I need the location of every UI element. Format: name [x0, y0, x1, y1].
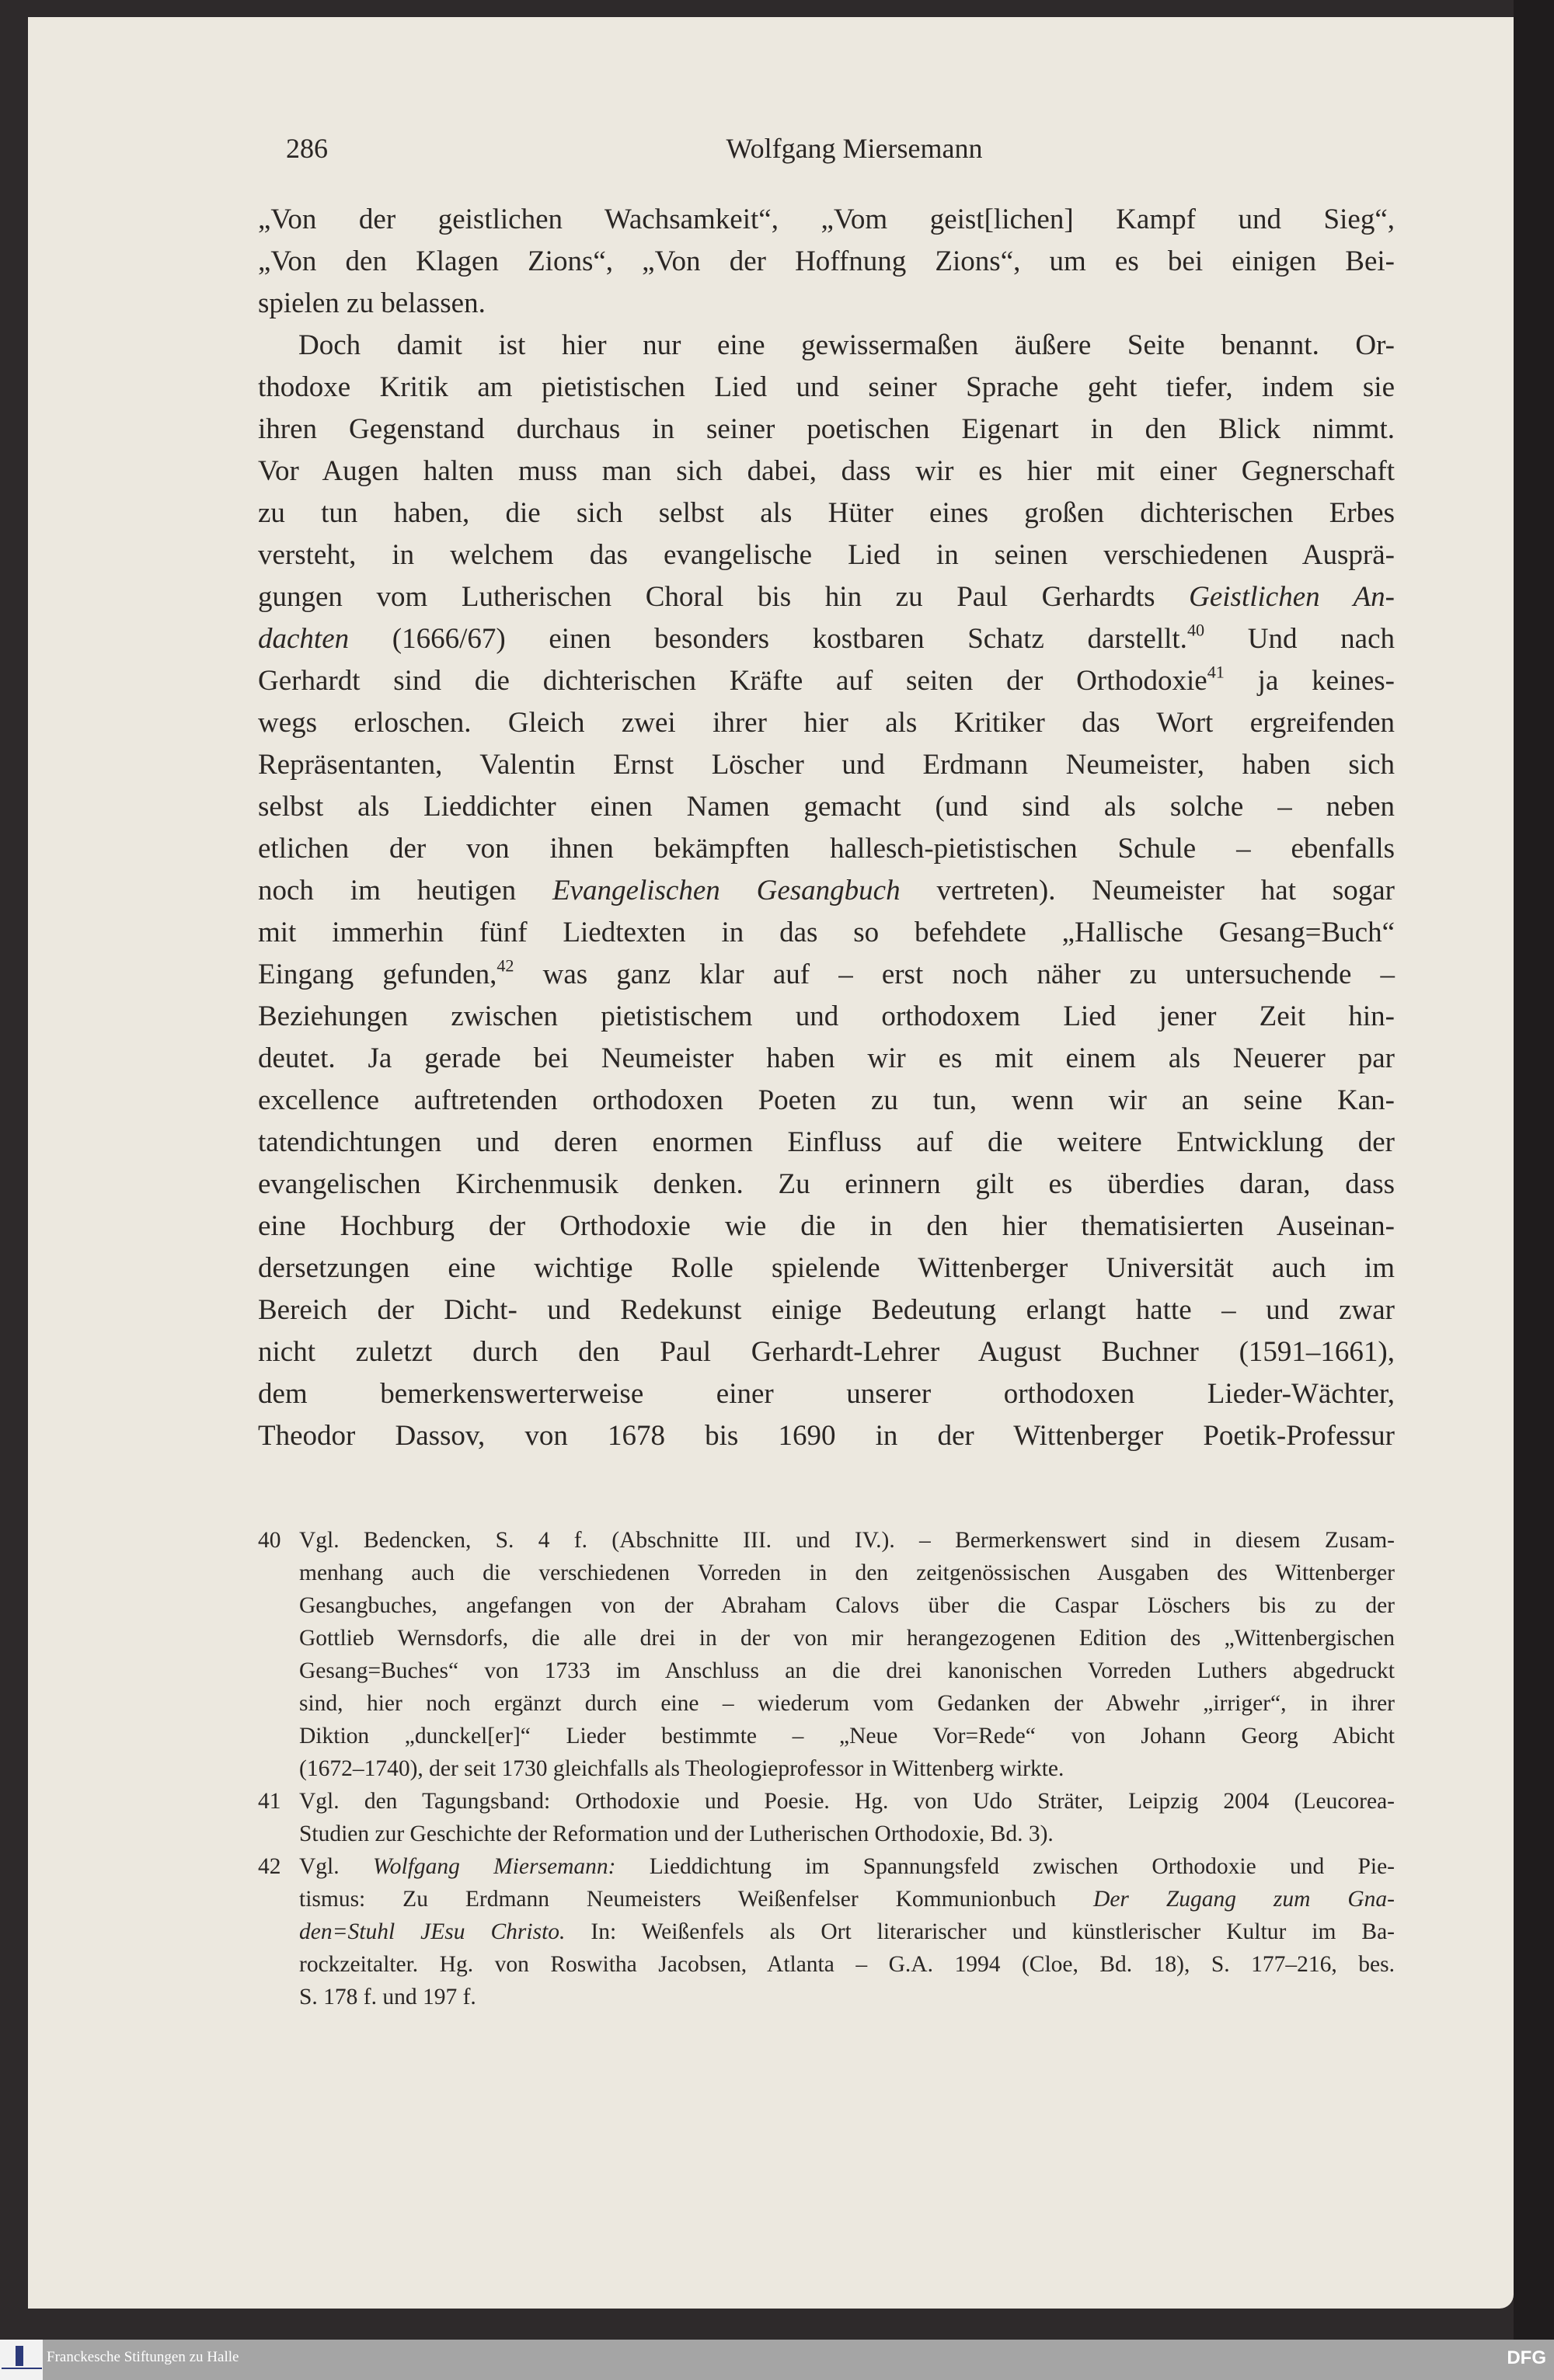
text-segment: Vor Augen halten muss man sich dabei, dass wir es hier mit einer Gegnerschaft — [258, 455, 1395, 487]
text-segment: thodoxe Kritik am pietistischen Lied und seiner Sprache geht tiefer, indem sie — [258, 371, 1395, 403]
body-line — [258, 1206, 1395, 1247]
body-line — [258, 1080, 1395, 1122]
footnote-reference[interactable]: 41 — [1207, 662, 1225, 682]
text-segment: was ganz klar auf – erst noch näher zu untersuchende – — [514, 959, 1395, 990]
text-segment: mit immerhin fünf Liedtexten in das so befehdete „Hallische Gesang=Buch“ — [258, 917, 1395, 948]
body-line — [258, 1164, 1395, 1206]
body-line — [258, 912, 1395, 954]
footnote-reference[interactable]: 42 — [497, 955, 514, 976]
text-segment: selbst als Lieddichter einen Namen gemacht (und sind als solche – neben — [258, 791, 1395, 823]
text-segment: tismus: Zu Erdmann Neumeisters Weißenfelser Kommunionbuch — [299, 1887, 1094, 1912]
italic-text: Wolfgang Miersemann: — [372, 1854, 616, 1879]
body-line — [258, 409, 1395, 451]
text-segment: versteht, in welchem das evangelische Lied in seinen verschiedenen Ausprä- — [258, 539, 1395, 571]
footnote-line — [258, 1655, 1395, 1687]
text-segment: Theodor Dassov, von 1678 bis 1690 in der Wittenberger Poetik-Professur — [258, 1420, 1395, 1452]
footer-bar — [0, 2340, 1554, 2380]
footnote-reference[interactable]: 40 — [1186, 620, 1205, 640]
text-segment: (1672–1740), der seit 1730 gleichfalls als Theologieprofessor in Wittenberg wirkte. — [299, 1756, 1064, 1781]
italic-text: dachten — [258, 623, 350, 655]
footnote-line — [258, 1589, 1395, 1622]
body-line — [258, 1415, 1395, 1457]
footnote-line — [258, 1883, 1395, 1915]
footnote-number: 41 — [258, 1789, 281, 1814]
text-segment: Diktion „dunckel[er]“ Lieder bestimmte – „Neue Vor=Rede“ von Johann Georg Abicht — [299, 1724, 1395, 1748]
text-segment: (1666/67) einen besonders kostbaren Schatz darstellt. — [349, 623, 1187, 655]
franckesche-stiftungen-logo-icon — [0, 2340, 43, 2380]
dfg-logo: DFG — [1507, 2347, 1546, 2368]
body-line — [258, 1289, 1395, 1331]
text-segment: sind, hier noch ergänzt durch eine – wiederum vom Gedanken der Abwehr „irriger“, in ihrer — [299, 1691, 1395, 1716]
body-line — [258, 1247, 1395, 1289]
body-line — [258, 870, 1395, 912]
text-segment: zu tun haben, die sich selbst als Hüter eines großen dichterischen Erbes — [258, 497, 1395, 529]
text-segment: S. 178 f. und 197 f. — [299, 1985, 476, 2009]
text-segment: Studien zur Geschichte der Reformation und der Lutherischen Orthodoxie, Bd. 3). — [299, 1822, 1054, 1846]
footnote-number: 40 — [258, 1528, 281, 1553]
body-line — [258, 786, 1395, 828]
text-segment: gungen vom Lutherischen Choral bis hin zu Paul Gerhardts — [258, 581, 1190, 613]
text-segment: „Von der geistlichen Wachsamkeit“, „Vom geist[lichen] Kampf und Sieg“, — [258, 204, 1395, 235]
italic-text: den=Stuhl JEsu Christo. — [299, 1919, 566, 1944]
footnotes — [258, 1524, 1395, 2013]
body-line — [258, 241, 1395, 283]
body-line — [258, 996, 1395, 1038]
text-segment: noch im heutigen — [258, 875, 552, 906]
footnote-line — [258, 1687, 1395, 1720]
text-segment: Vgl. den Tagungsband: Orthodoxie und Poesie. Hg. von Udo Sträter, Leipzig 2004 (Leucorea- — [299, 1789, 1395, 1814]
body-line — [258, 199, 1395, 241]
body-line — [258, 660, 1395, 702]
body-line — [258, 1373, 1395, 1415]
italic-text: Geistlichen An- — [1189, 581, 1395, 613]
footnote-line — [258, 1524, 1395, 1557]
text-segment: nicht zuletzt durch den Paul Gerhardt-Lehrer August Buchner (1591–1661), — [258, 1336, 1395, 1368]
text-segment: Repräsentanten, Valentin Ernst Löscher und Erdmann Neumeister, haben sich — [258, 749, 1395, 781]
body-line — [258, 325, 1395, 367]
text-segment: Beziehungen zwischen pietistischem und orthodoxem Lied jener Zeit hin- — [258, 1000, 1395, 1032]
body-text — [258, 199, 1395, 1457]
text-segment: Und nach — [1204, 623, 1395, 655]
text-segment: ja keines- — [1224, 665, 1395, 697]
body-line — [258, 1122, 1395, 1164]
text-segment: Gottlieb Wernsdorfs, die alle drei in der von mir herangezogenen Edition des „Wittenbergischen — [299, 1626, 1395, 1651]
text-segment: „Von den Klagen Zions“, „Von der Hoffnung Zions“, um es bei einigen Bei- — [258, 245, 1395, 277]
text-segment: Bereich der Dicht- und Redekunst einige Bedeutung erlangt hatte – und zwar — [258, 1294, 1395, 1326]
footnote-line — [258, 1557, 1395, 1589]
body-line — [258, 534, 1395, 576]
text-segment: menhang auch die verschiedenen Vorreden in den zeitgenössischen Ausgaben des Wittenberger — [299, 1561, 1395, 1585]
body-line — [258, 492, 1395, 534]
body-line — [258, 1331, 1395, 1373]
running-title: Wolfgang Miersemann — [726, 133, 983, 164]
text-segment: dersetzungen eine wichtige Rolle spielende Wittenberger Universität auch im — [258, 1252, 1395, 1284]
text-segment: excellence auftretenden orthodoxen Poeten zu tun, wenn wir an seine Kan- — [258, 1084, 1395, 1116]
text-segment: deutet. Ja gerade bei Neumeister haben wir es mit einem als Neuerer par — [258, 1042, 1395, 1074]
text-segment: Vgl. — [299, 1854, 373, 1879]
text-segment: spielen zu belassen. — [258, 287, 486, 319]
text-segment: Gesang=Buches“ von 1733 im Anschluss an die drei kanonischen Vorreden Luthers abgedruckt — [299, 1658, 1395, 1683]
text-segment: ihren Gegenstand durchaus in seiner poetischen Eigenart in den Blick nimmt. — [258, 413, 1395, 445]
text-segment: eine Hochburg der Orthodoxie wie die in den hier thematisierten Auseinan- — [258, 1210, 1395, 1242]
body-line — [258, 283, 1395, 325]
footnote-line — [258, 1948, 1395, 1981]
text-segment: In: Weißenfels als Ort literarischer und künstlerischer Kultur im Ba- — [565, 1919, 1395, 1944]
italic-text: Der Zugang zum Gna- — [1093, 1887, 1395, 1912]
footnote-line — [258, 1752, 1395, 1785]
text-segment: Eingang gefunden, — [258, 959, 497, 990]
footnote-number: 42 — [258, 1854, 281, 1879]
page-number: 286 — [286, 133, 328, 164]
body-line — [258, 451, 1395, 492]
page-header — [286, 132, 1423, 171]
text-segment: Lieddichtung im Spannungsfeld zwischen Orthodoxie und Pie- — [615, 1854, 1395, 1879]
footnote-line — [258, 1981, 1395, 2013]
text-segment: evangelischen Kirchenmusik denken. Zu erinnern gilt es überdies daran, dass — [258, 1168, 1395, 1200]
body-line — [258, 618, 1395, 660]
text-segment: Gesangbuches, angefangen von der Abraham Calovs über die Caspar Löschers bis zu der — [299, 1593, 1395, 1618]
footnote-line — [258, 1785, 1395, 1818]
text-segment: tatendichtungen und deren enormen Einfluss auf die weitere Entwicklung der — [258, 1126, 1395, 1158]
text-segment: vertreten). Neumeister hat sogar — [900, 875, 1395, 906]
text-segment: dem bemerkenswerterweise einer unserer orthodoxen Lieder-Wächter, — [258, 1378, 1395, 1410]
text-segment: rockzeitalter. Hg. von Roswitha Jacobsen, Atlanta – G.A. 1994 (Cloe, Bd. 18), S. 177–216, bes. — [299, 1952, 1395, 1977]
book-spine-edge — [1514, 0, 1554, 2340]
text-segment: wegs erloschen. Gleich zwei ihrer hier als Kritiker das Wort ergreifenden — [258, 707, 1395, 739]
body-line — [258, 576, 1395, 618]
footnote-line — [258, 1622, 1395, 1655]
body-line — [258, 702, 1395, 744]
institution-name: Franckesche Stiftungen zu Halle — [47, 2349, 239, 2365]
body-line — [258, 954, 1395, 996]
footnote-line — [258, 1818, 1395, 1850]
footnote-line — [258, 1850, 1395, 1883]
italic-text: Evangelischen Gesangbuch — [552, 875, 901, 906]
body-line — [258, 1038, 1395, 1080]
body-line — [258, 367, 1395, 409]
text-segment: etlichen der von ihnen bekämpften hallesch-pietistischen Schule – ebenfalls — [258, 833, 1395, 865]
body-line — [258, 744, 1395, 786]
text-segment: Gerhardt sind die dichterischen Kräfte auf seiten der Orthodoxie — [258, 665, 1207, 697]
text-segment: Vgl. Bedencken, S. 4 f. (Abschnitte III. und IV.). – Bermerkenswert sind in diesem Zusam- — [299, 1528, 1395, 1553]
footnote-line — [258, 1720, 1395, 1752]
footnote-line — [258, 1915, 1395, 1948]
body-line — [258, 828, 1395, 870]
text-segment: Doch damit ist hier nur eine gewissermaßen äußere Seite benannt. Or- — [298, 329, 1395, 361]
